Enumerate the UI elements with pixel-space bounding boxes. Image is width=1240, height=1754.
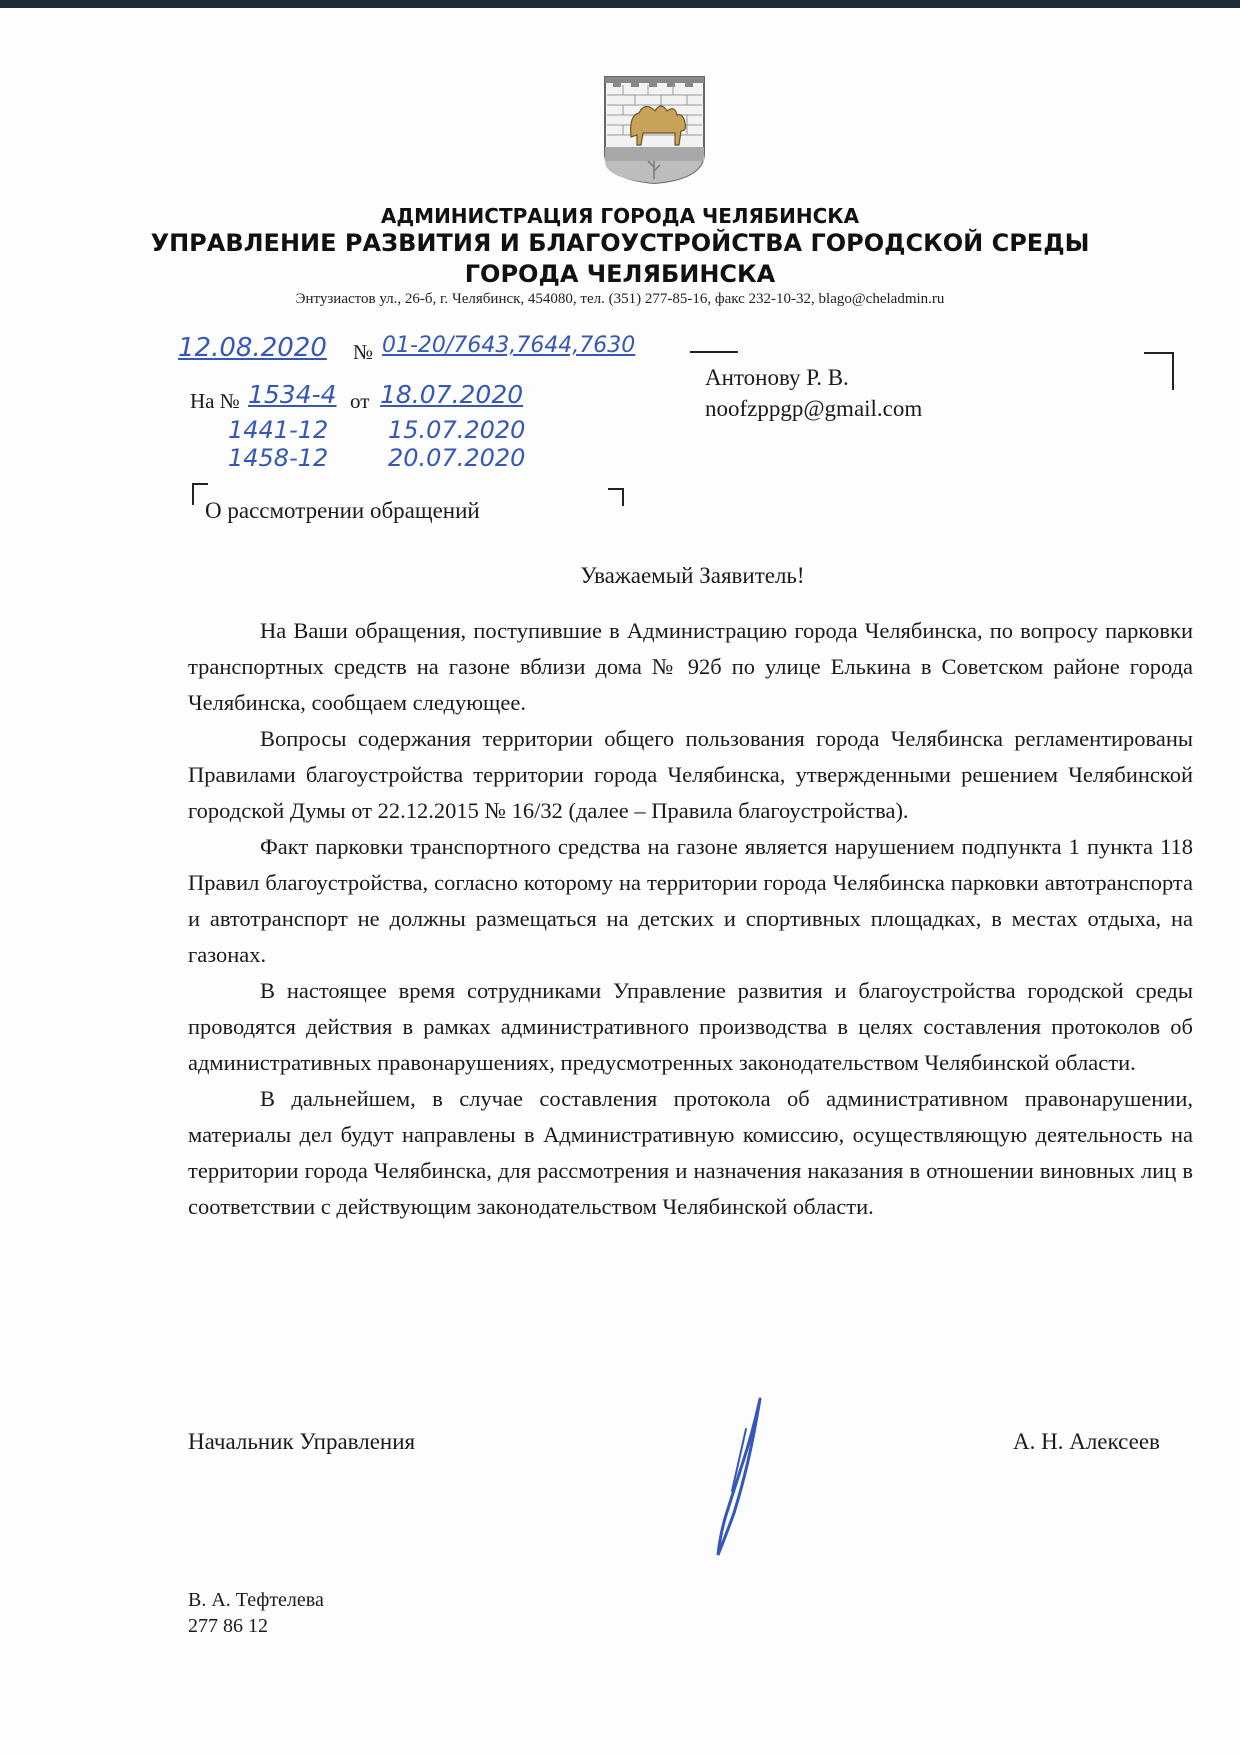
- subject-corner-right: [608, 488, 624, 506]
- scan-top-edge: [0, 0, 1240, 8]
- reply-date: 18.07.2020: [380, 380, 524, 409]
- address-corner-mark: [1144, 352, 1174, 390]
- signatory-position: Начальник Управления: [188, 1429, 416, 1454]
- signatory-name: А. Н. Алексеев: [1013, 1429, 1160, 1454]
- executor-name: В. А. Тефтелева: [188, 1589, 324, 1611]
- body-paragraph: На Ваши обращения, поступившие в Администрацию города Челябинска, по вопросу парковки транспортных средств на газоне вблизи дома № 92б по улице Елькина в Советском районе города Челябинска, сообщаем следующее.: [188, 618, 1193, 715]
- department-city: ГОРОДА ЧЕЛЯБИНСКА: [464, 260, 776, 288]
- body-paragraph: Факт парковки транспортного средства на газоне является нарушением подпункта 1 пункта 118 Правил благоустройства, согласно которому на территории города Челябинска парковки автотранспорта и автотранспорт не должны размещаться на детских и спортивных площадках, в местах отдыха, на газонах.: [188, 834, 1193, 967]
- registration-number: 01-20/7643,7644,7630: [382, 333, 636, 358]
- handwritten-signature-icon: [712, 1395, 772, 1565]
- executor-phone: 277 86 12: [188, 1615, 268, 1637]
- letter-salutation: Уважаемый Заявитель!: [580, 563, 805, 588]
- letter-body: [188, 613, 1193, 1225]
- body-paragraph: В настоящее время сотрудниками Управление развития и благоустройства городской среды проводятся действия в рамках административного производства в целях составления протоколов об административных правонарушениях, предусмотренных законодательством Челябинской области.: [188, 978, 1193, 1075]
- reply-number: 1534-4: [248, 380, 337, 409]
- address-divider: [690, 351, 738, 353]
- extra-ref-2-date: 20.07.2020: [388, 444, 526, 472]
- reply-from-label: от: [350, 389, 370, 413]
- letter-subject: О рассмотрении обращений: [205, 498, 480, 523]
- body-paragraph: В дальнейшем, в случае составления протокола об административном правонарушении, материалы дел будут направлены в Административную комиссию, осуществляющую деятельность на территории города Челябинска, для рассмотрения и назначения наказания в отношении виновных лиц в соответствии с действующим законодательством Челябинской области.: [188, 1086, 1193, 1219]
- department-title: УПРАВЛЕНИЕ РАЗВИТИЯ И БЛАГОУСТРОЙСТВА ГОРОДСКОЙ СРЕДЫ: [150, 229, 1090, 257]
- coat-of-arms-icon: [603, 75, 706, 185]
- addressee-name: Антонову Р. В.: [705, 365, 849, 390]
- addressee-email: noofzppgp@gmail.com: [705, 396, 923, 421]
- administration-title: АДМИНИСТРАЦИЯ ГОРОДА ЧЕЛЯБИНСКА: [380, 204, 860, 228]
- body-paragraph: Вопросы содержания территории общего пользования города Челябинска регламентированы Правилами благоустройства территории города Челябинска, утвержденными решением Челябинской городской Думы от 22.12.2015 № 16/32 (далее – Правила благоустройства).: [188, 726, 1193, 823]
- extra-ref-2-number: 1458-12: [228, 444, 329, 472]
- department-contacts: Энтузиастов ул., 26-б, г. Челябинск, 454080, тел. (351) 277-85-16, факс 232-10-32, blago@cheladmin.ru: [295, 291, 945, 307]
- extra-ref-1-number: 1441-12: [228, 416, 329, 444]
- extra-ref-1-date: 15.07.2020: [388, 416, 526, 444]
- reply-number-label: На №: [190, 389, 240, 413]
- registration-date: 12.08.2020: [178, 333, 327, 363]
- registration-number-label: №: [353, 340, 374, 364]
